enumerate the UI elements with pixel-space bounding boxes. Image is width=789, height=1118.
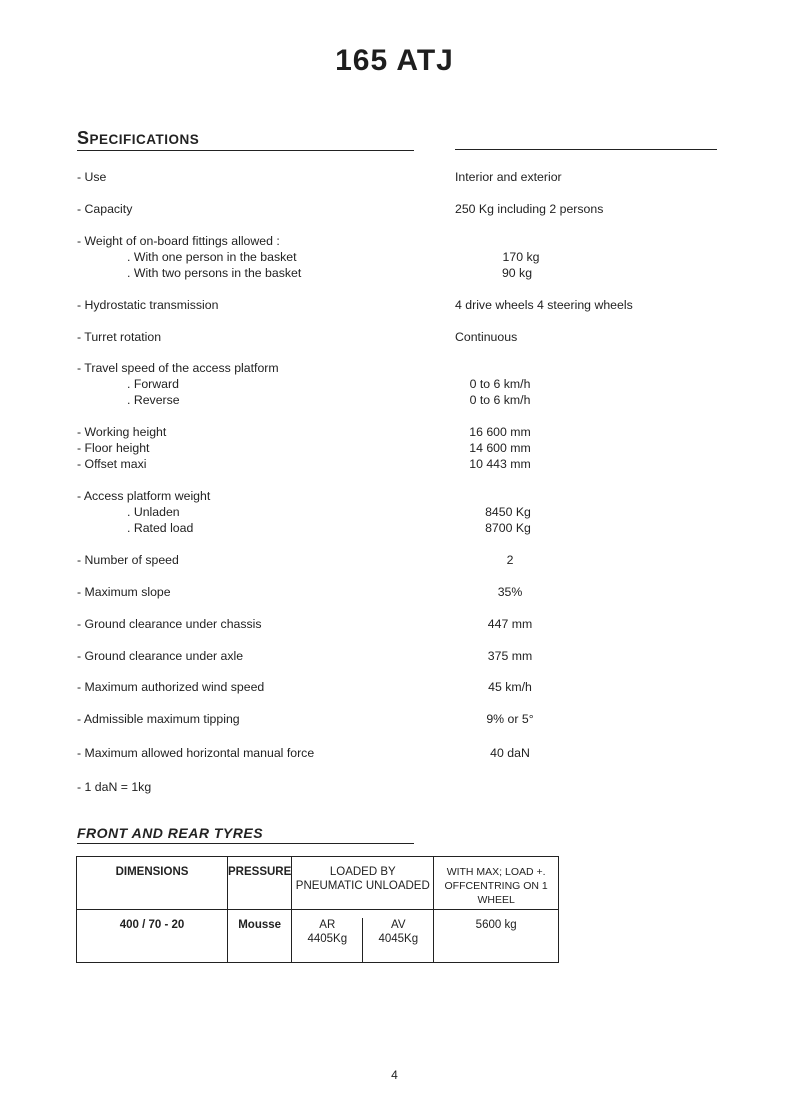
spec-label-offset: - Offset maxi (77, 457, 147, 471)
spec-value-working-height: 16 600 mm (469, 425, 531, 439)
spec-value-offset: 10 443 mm (469, 457, 531, 471)
spec-note: - 1 daN = 1kg (77, 780, 152, 794)
spec-sublabel-unladen: . Unladen (127, 505, 180, 519)
spec-value-force: 40 daN (490, 746, 530, 760)
spec-label-turret: - Turret rotation (77, 330, 162, 344)
spec-label-use: - Use (77, 170, 107, 184)
spec-label-travel: - Travel speed of the access platform (77, 361, 279, 375)
spec-label-clearance-axle: - Ground clearance under axle (77, 649, 244, 663)
cell-pressure: Mousse (228, 910, 292, 963)
spec-label-transmission: - Hydrostatic transmission (77, 298, 219, 312)
spec-value-tipping: 9% or 5° (486, 712, 534, 726)
heading-initial: S (77, 128, 90, 148)
ar-label: AR (319, 919, 336, 931)
av-label: AV (391, 919, 406, 931)
spec-label-wind: - Maximum authorized wind speed (77, 680, 265, 694)
header-max-line2: OFFCENTRING ON 1 WHEEL (444, 880, 548, 906)
spec-value-capacity: 250 Kg including 2 persons (455, 202, 604, 216)
header-loaded-line1: LOADED BY (329, 866, 396, 878)
spec-label-weight: - Access platform weight (77, 489, 211, 503)
spec-value-reverse: 0 to 6 km/h (469, 393, 531, 407)
page-number: 4 (391, 1068, 398, 1082)
spec-label-tipping: - Admissible maximum tipping (77, 712, 240, 726)
header-loaded-line2: PNEUMATIC UNLOADED (295, 880, 430, 892)
spec-value-unladen: 8450 Kg (485, 505, 531, 519)
tyres-table (76, 856, 559, 963)
spec-label-fittings: - Weight of on-board fittings allowed : (77, 234, 280, 248)
spec-label-capacity: - Capacity (77, 202, 133, 216)
header-pressure: PRESSURE (228, 857, 292, 910)
spec-value-turret: Continuous (455, 330, 518, 344)
cell-max-load: 5600 kg (434, 910, 559, 963)
spec-label-force: - Maximum allowed horizontal manual force (77, 746, 315, 760)
tyres-heading: FRONT AND REAR TYRES (77, 825, 414, 844)
spec-value-two-persons: 90 kg (501, 266, 533, 280)
specifications-heading (77, 128, 414, 151)
spec-value-slope: 35% (497, 585, 523, 599)
spec-sublabel-rated: . Rated load (127, 521, 194, 535)
header-loaded (292, 857, 434, 910)
cell-loaded (292, 910, 434, 963)
divider (455, 149, 717, 150)
spec-value-clearance-axle: 375 mm (487, 649, 533, 663)
spec-label-speeds: - Number of speed (77, 553, 179, 567)
spec-sublabel-reverse: . Reverse (127, 393, 180, 407)
spec-label-working-height: - Working height (77, 425, 167, 439)
spec-value-one-person: 170 kg (502, 250, 540, 264)
cell-ar (292, 918, 363, 962)
cell-av (363, 918, 433, 954)
spec-sublabel-forward: . Forward (127, 377, 179, 391)
spec-value-wind: 45 km/h (488, 680, 532, 694)
av-value: 4045Kg (378, 933, 419, 945)
ar-value: 4405Kg (307, 933, 348, 945)
spec-value-use: Interior and exterior (455, 170, 562, 184)
spec-label-slope: - Maximum slope (77, 585, 171, 599)
header-max-line1: WITH MAX; LOAD +. (446, 866, 546, 878)
spec-value-clearance-chassis: 447 mm (487, 617, 533, 631)
spec-label-floor-height: - Floor height (77, 441, 150, 455)
spec-value-speeds: 2 (506, 553, 514, 567)
heading-rest: PECIFICATIONS (89, 132, 200, 147)
spec-sublabel-one-person: . With one person in the basket (127, 250, 297, 264)
spec-value-transmission: 4 drive wheels 4 steering wheels (455, 298, 633, 312)
cell-dimensions: 400 / 70 - 20 (77, 910, 228, 963)
header-dimensions: DIMENSIONS (77, 857, 228, 910)
spec-value-rated: 8700 Kg (485, 521, 531, 535)
spec-label-clearance-chassis: - Ground clearance under chassis (77, 617, 262, 631)
page-title: 165 ATJ (335, 44, 454, 77)
header-max-load (434, 857, 559, 910)
spec-sublabel-two-persons: . With two persons in the basket (127, 266, 302, 280)
tyres-header-row (77, 857, 559, 910)
spec-value-forward: 0 to 6 km/h (469, 377, 531, 391)
table-row (77, 910, 559, 963)
spec-value-floor-height: 14 600 mm (469, 441, 531, 455)
